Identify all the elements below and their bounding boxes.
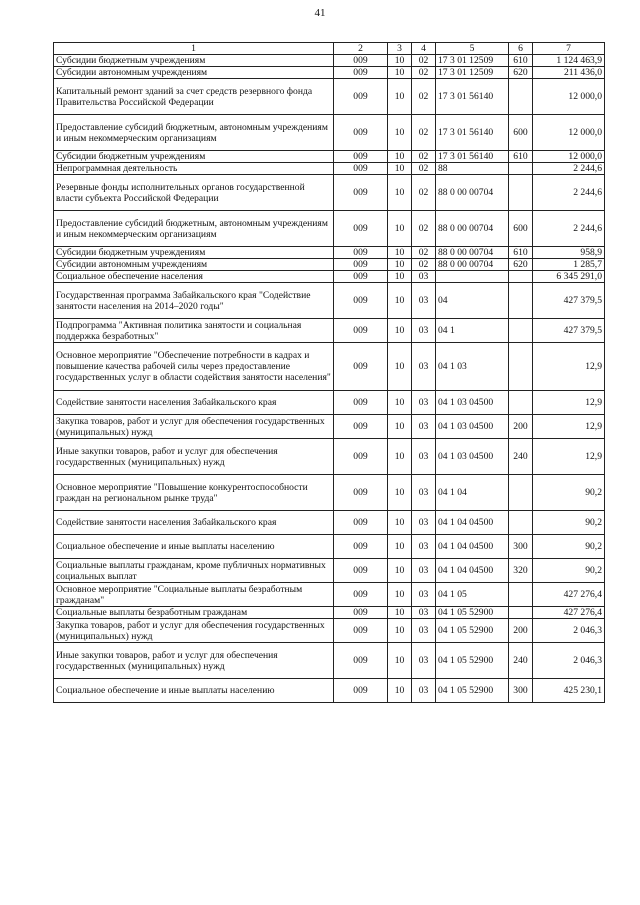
cell-vr (509, 283, 533, 319)
cell-csr: 88 0 00 00704 (436, 175, 509, 211)
cell-name: Основное мероприятие "Социальные выплаты безработным гражданам" (54, 583, 334, 607)
table-row (54, 391, 605, 415)
cell-csr: 04 1 05 52900 (436, 607, 509, 619)
cell-sum: 2 244,6 (533, 211, 605, 247)
cell-pr: 03 (412, 439, 436, 475)
header-cell: 7 (533, 43, 605, 55)
cell-name: Подпрограмма "Активная политика занятости и социальная поддержка безработных" (54, 319, 334, 343)
cell-rz: 10 (388, 55, 412, 67)
cell-pr: 02 (412, 55, 436, 67)
cell-rz: 10 (388, 271, 412, 283)
cell-ved: 009 (334, 247, 388, 259)
header-cell: 3 (388, 43, 412, 55)
cell-ved: 009 (334, 151, 388, 163)
cell-ved: 009 (334, 343, 388, 391)
cell-rz: 10 (388, 259, 412, 271)
cell-pr: 02 (412, 151, 436, 163)
cell-pr: 03 (412, 283, 436, 319)
cell-vr: 300 (509, 535, 533, 559)
cell-name: Непрограммная деятельность (54, 163, 334, 175)
cell-ved: 009 (334, 439, 388, 475)
cell-sum: 427 276,4 (533, 583, 605, 607)
cell-ved: 009 (334, 115, 388, 151)
cell-rz: 10 (388, 115, 412, 151)
cell-name: Иные закупки товаров, работ и услуг для обеспечения государственных (муниципальных) нужд (54, 439, 334, 475)
cell-ved: 009 (334, 271, 388, 283)
cell-pr: 03 (412, 391, 436, 415)
cell-rz: 10 (388, 211, 412, 247)
cell-sum: 1 124 463,9 (533, 55, 605, 67)
cell-name: Субсидии бюджетным учреждениям (54, 55, 334, 67)
cell-csr: 04 1 03 04500 (436, 439, 509, 475)
cell-ved: 009 (334, 319, 388, 343)
cell-vr (509, 607, 533, 619)
cell-pr: 03 (412, 535, 436, 559)
cell-vr: 240 (509, 643, 533, 679)
cell-rz: 10 (388, 535, 412, 559)
cell-name: Социальное обеспечение и иные выплаты населению (54, 679, 334, 703)
cell-pr: 03 (412, 559, 436, 583)
cell-name: Предоставление субсидий бюджетным, автономным учреждениям и иным некоммерческим организациям (54, 115, 334, 151)
cell-sum: 12 000,0 (533, 115, 605, 151)
cell-ved: 009 (334, 607, 388, 619)
cell-vr (509, 343, 533, 391)
cell-name: Закупка товаров, работ и услуг для обеспечения государственных (муниципальных) нужд (54, 619, 334, 643)
cell-name: Социальное обеспечение населения (54, 271, 334, 283)
cell-vr: 610 (509, 151, 533, 163)
table-row (54, 271, 605, 283)
cell-sum: 427 379,5 (533, 319, 605, 343)
cell-csr: 04 1 04 04500 (436, 559, 509, 583)
cell-name: Капитальный ремонт зданий за счет средств резервного фонда Правительства Российской Федерации (54, 79, 334, 115)
cell-pr: 03 (412, 583, 436, 607)
cell-csr: 17 3 01 56140 (436, 115, 509, 151)
cell-csr: 17 3 01 12509 (436, 55, 509, 67)
cell-rz: 10 (388, 151, 412, 163)
cell-ved: 009 (334, 259, 388, 271)
table-row (54, 283, 605, 319)
cell-rz: 10 (388, 679, 412, 703)
cell-ved: 009 (334, 535, 388, 559)
cell-ved: 009 (334, 79, 388, 115)
cell-name: Субсидии бюджетным учреждениям (54, 151, 334, 163)
cell-ved: 009 (334, 583, 388, 607)
cell-sum: 90,2 (533, 535, 605, 559)
table-row (54, 115, 605, 151)
cell-vr: 200 (509, 415, 533, 439)
table-row (54, 607, 605, 619)
cell-sum: 2 046,3 (533, 643, 605, 679)
table-row (54, 163, 605, 175)
cell-rz: 10 (388, 511, 412, 535)
cell-name: Субсидии автономным учреждениям (54, 67, 334, 79)
table-row (54, 67, 605, 79)
cell-vr: 600 (509, 211, 533, 247)
table-row (54, 259, 605, 271)
cell-sum: 90,2 (533, 511, 605, 535)
table-row (54, 79, 605, 115)
cell-vr: 610 (509, 55, 533, 67)
cell-rz: 10 (388, 163, 412, 175)
table-row (54, 247, 605, 259)
header-cell: 2 (334, 43, 388, 55)
table-row (54, 55, 605, 67)
cell-ved: 009 (334, 619, 388, 643)
cell-ved: 009 (334, 679, 388, 703)
cell-ved: 009 (334, 643, 388, 679)
cell-ved: 009 (334, 67, 388, 79)
cell-csr: 04 1 04 04500 (436, 535, 509, 559)
cell-sum: 12 000,0 (533, 79, 605, 115)
cell-rz: 10 (388, 247, 412, 259)
table-row (54, 535, 605, 559)
cell-vr: 620 (509, 67, 533, 79)
cell-pr: 03 (412, 415, 436, 439)
cell-csr: 04 1 03 (436, 343, 509, 391)
header-cell: 5 (436, 43, 509, 55)
table-row (54, 475, 605, 511)
cell-sum: 427 379,5 (533, 283, 605, 319)
cell-name: Основное мероприятие "Повышение конкурентоспособности граждан на региональном рынке труда" (54, 475, 334, 511)
cell-sum: 211 436,0 (533, 67, 605, 79)
cell-vr: 610 (509, 247, 533, 259)
cell-sum: 2 244,6 (533, 175, 605, 211)
cell-name: Закупка товаров, работ и услуг для обеспечения государственных (муниципальных) нужд (54, 415, 334, 439)
cell-pr: 02 (412, 211, 436, 247)
cell-rz: 10 (388, 619, 412, 643)
cell-pr: 03 (412, 607, 436, 619)
cell-sum: 12,9 (533, 391, 605, 415)
cell-name: Содействие занятости населения Забайкальского края (54, 391, 334, 415)
table-row (54, 151, 605, 163)
cell-ved: 009 (334, 511, 388, 535)
table-row (54, 439, 605, 475)
table-row (54, 643, 605, 679)
cell-sum: 12,9 (533, 439, 605, 475)
cell-pr: 02 (412, 247, 436, 259)
cell-vr: 600 (509, 115, 533, 151)
cell-ved: 009 (334, 391, 388, 415)
cell-rz: 10 (388, 439, 412, 475)
cell-sum: 1 285,7 (533, 259, 605, 271)
cell-vr (509, 475, 533, 511)
table-row (54, 343, 605, 391)
cell-pr: 02 (412, 67, 436, 79)
cell-ved: 009 (334, 559, 388, 583)
cell-csr: 04 1 03 04500 (436, 415, 509, 439)
cell-name: Предоставление субсидий бюджетным, автономным учреждениям и иным некоммерческим организациям (54, 211, 334, 247)
table-body (54, 55, 605, 703)
table-row (54, 583, 605, 607)
cell-vr (509, 319, 533, 343)
cell-sum: 958,9 (533, 247, 605, 259)
cell-name: Субсидии автономным учреждениям (54, 259, 334, 271)
table-row (54, 319, 605, 343)
cell-pr: 03 (412, 619, 436, 643)
cell-rz: 10 (388, 391, 412, 415)
cell-sum: 2 244,6 (533, 163, 605, 175)
cell-ved: 009 (334, 163, 388, 175)
cell-csr (436, 271, 509, 283)
table-row (54, 211, 605, 247)
cell-sum: 12,9 (533, 415, 605, 439)
header-row (54, 43, 605, 55)
cell-pr: 02 (412, 259, 436, 271)
cell-csr: 88 (436, 163, 509, 175)
table-row (54, 619, 605, 643)
cell-rz: 10 (388, 643, 412, 679)
cell-rz: 10 (388, 415, 412, 439)
cell-vr (509, 511, 533, 535)
budget-table (53, 42, 605, 703)
cell-csr: 88 0 00 00704 (436, 247, 509, 259)
cell-pr: 03 (412, 679, 436, 703)
cell-rz: 10 (388, 67, 412, 79)
cell-name: Содействие занятости населения Забайкальского края (54, 511, 334, 535)
cell-csr: 04 1 05 52900 (436, 643, 509, 679)
header-cell: 6 (509, 43, 533, 55)
cell-csr: 04 1 04 (436, 475, 509, 511)
cell-sum: 2 046,3 (533, 619, 605, 643)
header-cell: 4 (412, 43, 436, 55)
cell-pr: 03 (412, 271, 436, 283)
cell-vr: 620 (509, 259, 533, 271)
table-row (54, 511, 605, 535)
cell-vr: 300 (509, 679, 533, 703)
cell-name: Социальные выплаты безработным гражданам (54, 607, 334, 619)
cell-vr: 240 (509, 439, 533, 475)
cell-sum: 6 345 291,0 (533, 271, 605, 283)
cell-vr (509, 79, 533, 115)
cell-vr (509, 163, 533, 175)
cell-pr: 02 (412, 175, 436, 211)
table-row (54, 679, 605, 703)
cell-pr: 03 (412, 319, 436, 343)
cell-csr: 88 0 00 00704 (436, 259, 509, 271)
cell-csr: 04 1 05 52900 (436, 619, 509, 643)
cell-sum: 425 230,1 (533, 679, 605, 703)
cell-csr: 04 1 05 (436, 583, 509, 607)
cell-ved: 009 (334, 55, 388, 67)
cell-csr: 04 1 (436, 319, 509, 343)
cell-rz: 10 (388, 283, 412, 319)
cell-pr: 02 (412, 163, 436, 175)
cell-vr (509, 271, 533, 283)
cell-csr: 04 1 03 04500 (436, 391, 509, 415)
table-row (54, 559, 605, 583)
cell-csr: 04 1 04 04500 (436, 511, 509, 535)
cell-name: Резервные фонды исполнительных органов государственной власти субъекта Российской Федерации (54, 175, 334, 211)
cell-sum: 90,2 (533, 475, 605, 511)
cell-csr: 04 1 05 52900 (436, 679, 509, 703)
cell-rz: 10 (388, 175, 412, 211)
cell-name: Социальное обеспечение и иные выплаты населению (54, 535, 334, 559)
cell-sum: 12 000,0 (533, 151, 605, 163)
cell-pr: 02 (412, 79, 436, 115)
cell-vr (509, 175, 533, 211)
cell-name: Государственная программа Забайкальского края "Содействие занятости населения на 2014–2020 годы" (54, 283, 334, 319)
cell-csr: 17 3 01 56140 (436, 151, 509, 163)
cell-csr: 17 3 01 12509 (436, 67, 509, 79)
cell-vr (509, 391, 533, 415)
cell-ved: 009 (334, 211, 388, 247)
cell-pr: 02 (412, 115, 436, 151)
cell-pr: 03 (412, 475, 436, 511)
cell-csr: 17 3 01 56140 (436, 79, 509, 115)
cell-sum: 12,9 (533, 343, 605, 391)
cell-sum: 90,2 (533, 559, 605, 583)
cell-pr: 03 (412, 643, 436, 679)
cell-vr: 200 (509, 619, 533, 643)
cell-ved: 009 (334, 475, 388, 511)
cell-sum: 427 276,4 (533, 607, 605, 619)
page-number: 41 (314, 7, 326, 19)
cell-rz: 10 (388, 343, 412, 391)
cell-ved: 009 (334, 175, 388, 211)
table-row (54, 415, 605, 439)
cell-csr: 04 (436, 283, 509, 319)
cell-pr: 03 (412, 511, 436, 535)
header-cell: 1 (54, 43, 334, 55)
cell-rz: 10 (388, 607, 412, 619)
cell-rz: 10 (388, 319, 412, 343)
cell-name: Социальные выплаты гражданам, кроме публичных нормативных социальных выплат (54, 559, 334, 583)
cell-rz: 10 (388, 79, 412, 115)
cell-name: Субсидии бюджетным учреждениям (54, 247, 334, 259)
cell-name: Иные закупки товаров, работ и услуг для обеспечения государственных (муниципальных) нужд (54, 643, 334, 679)
cell-pr: 03 (412, 343, 436, 391)
cell-vr: 320 (509, 559, 533, 583)
table-row (54, 175, 605, 211)
cell-ved: 009 (334, 415, 388, 439)
cell-csr: 88 0 00 00704 (436, 211, 509, 247)
cell-rz: 10 (388, 475, 412, 511)
cell-rz: 10 (388, 583, 412, 607)
cell-vr (509, 583, 533, 607)
cell-rz: 10 (388, 559, 412, 583)
cell-name: Основное мероприятие "Обеспечение потребности в кадрах и повышение качества рабочей силы через предоставление государственных услуг в области содействия занятости населения" (54, 343, 334, 391)
cell-ved: 009 (334, 283, 388, 319)
